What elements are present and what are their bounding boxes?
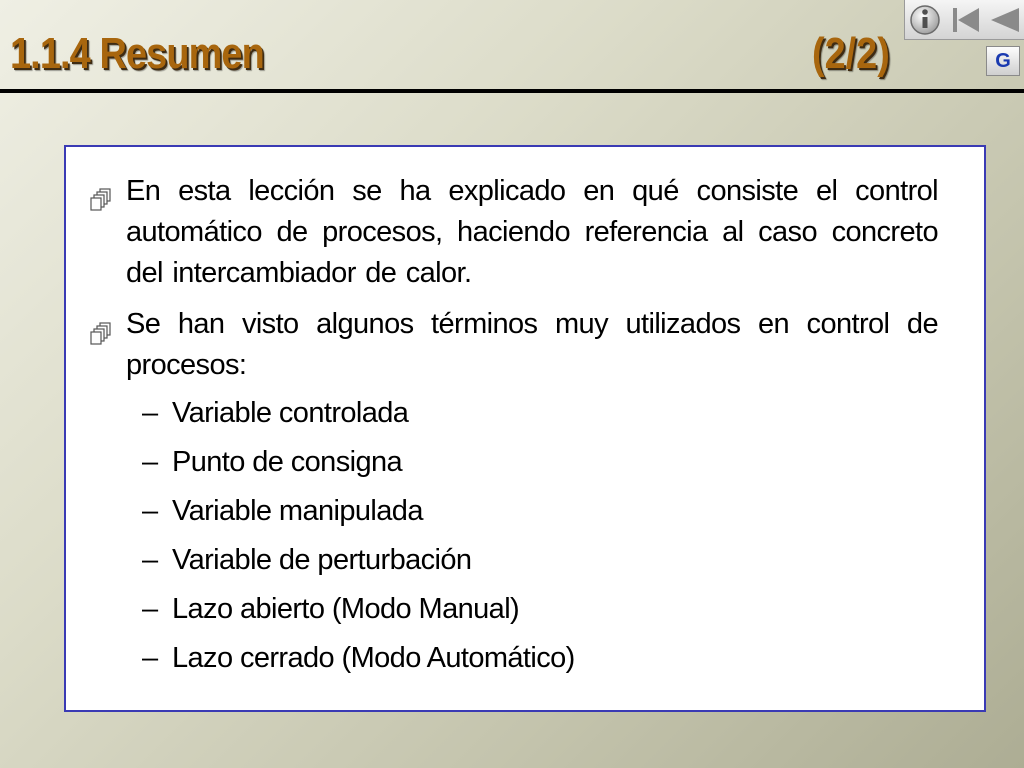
dash-marker: – — [142, 397, 158, 429]
nav-toolbar — [904, 0, 1024, 40]
terms-paragraph: Se han visto algunos términos muy utilizados en control de procesos: — [126, 308, 938, 381]
term-label: Lazo cerrado (Modo Automático) — [172, 642, 575, 674]
term-label: Variable manipulada — [172, 495, 423, 527]
bullet-icon — [88, 187, 114, 213]
list-item — [142, 638, 575, 679]
previous-page-icon — [985, 0, 1024, 40]
term-label: Punto de consigna — [172, 446, 403, 478]
bullet-icon — [88, 321, 114, 347]
list-item — [142, 589, 519, 630]
slide-title: 1.1.4 Resumen — [10, 29, 264, 78]
list-item — [142, 540, 471, 581]
page-indicator: (2/2) — [812, 29, 890, 78]
term-label: Variable controlada — [172, 397, 409, 429]
info-button[interactable] — [905, 0, 945, 40]
dash-marker: – — [142, 642, 158, 674]
previous-page-button[interactable] — [985, 0, 1024, 40]
first-page-icon — [945, 0, 985, 40]
dash-marker: – — [142, 593, 158, 625]
dash-marker: – — [142, 446, 158, 478]
glossary-button[interactable]: G — [986, 46, 1020, 76]
info-icon — [905, 0, 945, 40]
term-label: Lazo abierto (Modo Manual) — [172, 593, 520, 625]
summary-paragraph: En esta lección se ha explicado en qué consiste el control automático de procesos, haciendo referencia al caso concreto del intercambiador de calor. — [126, 175, 938, 289]
list-item — [142, 393, 408, 434]
list-item — [142, 491, 423, 532]
term-label: Variable de perturbación — [172, 544, 472, 576]
dash-marker: – — [142, 544, 158, 576]
title-divider — [0, 89, 1024, 93]
first-page-button[interactable] — [945, 0, 985, 40]
list-item — [142, 442, 402, 483]
dash-marker: – — [142, 495, 158, 527]
content-box — [64, 145, 986, 712]
